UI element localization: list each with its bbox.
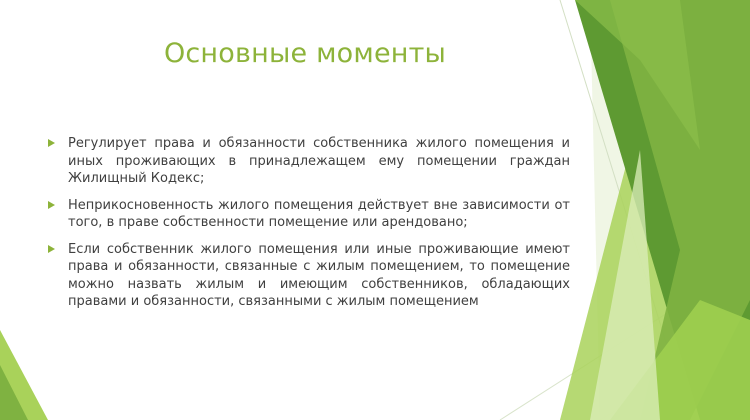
bullet-item: [48, 197, 570, 232]
bullet-text: Регулирует права и обязанности собственника жилого помещения и иных проживающих в принадлежащем ему помещении граждан Жилищный Кодекс;: [68, 136, 570, 186]
bullet-text: Неприкосновенность жилого помещения действует вне зависимости от того, в праве собственности помещение или арендовано;: [68, 197, 570, 230]
triangle-bullet-icon: [48, 201, 55, 209]
bullet-item: [48, 241, 570, 311]
slide-title: Основные моменты: [163, 38, 447, 69]
bullet-text: Если собственник жилого помещения или иные проживающие имеют права и обязанности, связанные с жилым помещением, то помещение можно назвать жилым и имеющим собственников, обладающих правами и обязанности, связанными с жилым помещением: [68, 241, 570, 309]
bullet-item: [48, 135, 570, 188]
triangle-bullet-icon: [48, 139, 55, 147]
bullet-list: [48, 135, 570, 320]
triangle-bullet-icon: [48, 245, 55, 253]
